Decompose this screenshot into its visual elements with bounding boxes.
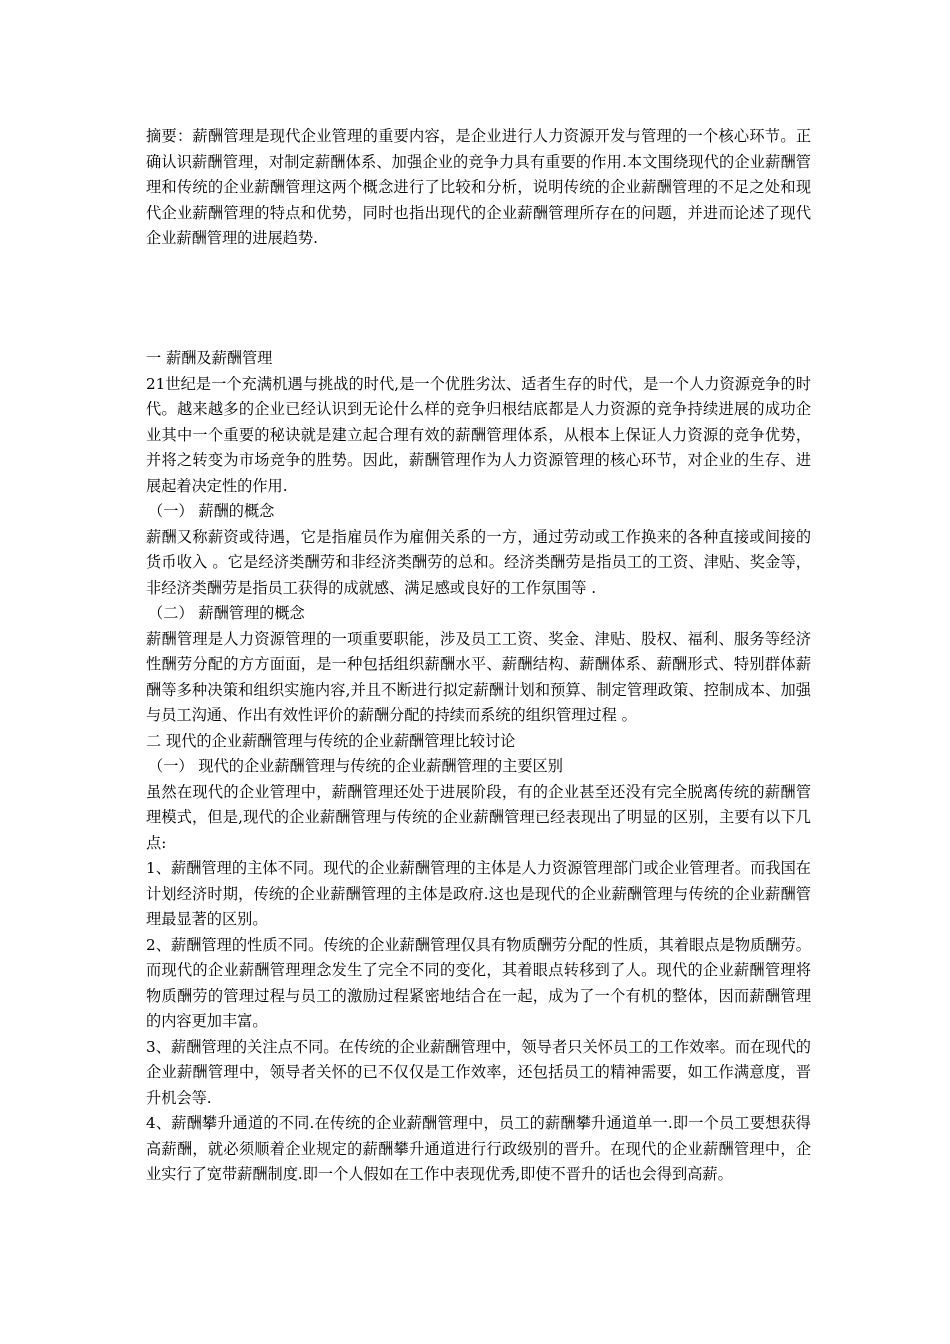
subsection-heading-3: （一） 现代的企业薪酬管理与传统的企业薪酬管理的主要区别 xyxy=(148,757,563,775)
subsection-2-paragraph: 薪酬管理是人力资源管理的一项重要职能，涉及员工工资、奖金、津贴、股权、福利、服务等经济性酬劳分配的方方面面，是一种包括组织薪酬水平、薪酬结构、薪酬体系、薪酬形式、特别群体薪酬等多种决策和组织实施内容,并且不断进行拟定薪酬计划和预算、制定管理政策、控制成本、加强与员工沟通、作出有效性评价的薪酬分配的持续而系统的组织管理过程 。 xyxy=(146,629,811,724)
subsection-heading-1: （一） 薪酬的概念 xyxy=(148,502,275,520)
section-1-intro-paragraph: 21世纪是一个充满机遇与挑战的时代,是一个优胜劣汰、适者生存的时代，是一个人力资源竞争的时代。越来越多的企业已经认识到无论什么样的竞争归根结底都是人力资源的竞争持续进展的成功企业其中一个重要的秘诀就是建立起合理有效的薪酬管理体系，从根本上保证人力资源的竞争优势，并将之转变为市场竞争的胜势。因此，薪酬管理作为人力资源管理的核心环节，对企业的生存、进展起着决定性的作用. xyxy=(146,374,811,495)
point-3-paragraph: 3、薪酬管理的关注点不同。在传统的企业薪酬管理中，领导者只关怀员工的工作效率。而在现代的企业薪酬管理中，领导者关怀的已不仅仅是工作效率，还包括员工的精神需要，如工作满意度，晋升机会等. xyxy=(146,1037,811,1107)
body-block xyxy=(146,346,811,1188)
subsection-1-paragraph: 薪酬又称薪资或待遇，它是指雇员作为雇佣关系的一方，通过劳动或工作换来的各种直接或间接的货币收入 。它是经济类酬劳和非经济类酬劳的总和。经济类酬劳是指员工的工资、津贴、奖金等，非经济类酬劳是指员工获得的成就感、满足感或良好的工作氛围等 . xyxy=(146,527,811,597)
subsection-3-intro-paragraph: 虽然在现代的企业管理中，薪酬管理还处于进展阶段，有的企业甚至还没有完全脱离传统的薪酬管理模式，但是,现代的企业薪酬管理与传统的企业薪酬管理已经表现出了明显的区别，主要有以下几点: xyxy=(146,782,811,852)
abstract-block xyxy=(146,124,811,252)
section-heading-2: 二 现代的企业薪酬管理与传统的企业薪酬管理比较讨论 xyxy=(146,731,516,750)
point-1-paragraph: 1、薪酬管理的主体不同。现代的企业薪酬管理的主体是人力资源管理部门或企业管理者。而我国在计划经济时期，传统的企业薪酬管理的主体是政府.这也是现代的企业薪酬管理与传统的企业薪酬管理最显著的区别。 xyxy=(146,859,811,928)
point-4-paragraph: 4、薪酬攀升通道的不同.在传统的企业薪酬管理中，员工的薪酬攀升通道单一.即一个员工要想获得高薪酬，就必须顺着企业规定的薪酬攀升通道进行行政级别的晋升。在现代的企业薪酬管理中，企业实行了宽带薪酬制度.即一个人假如在工作中表现优秀,即使不晋升的话也会得到高薪。 xyxy=(146,1114,811,1183)
abstract-paragraph: 摘要：薪酬管理是现代企业管理的重要内容，是企业进行人力资源开发与管理的一个核心环节。正确认识薪酬管理，对制定薪酬体系、加强企业的竞争力具有重要的作用.本文围绕现代的企业薪酬管理和传统的企业薪酬管理这两个概念进行了比较和分析，说明传统的企业薪酬管理的不足之处和现代企业薪酬管理的特点和优势，同时也指出现代的企业薪酬管理所存在的问题，并进而论述了现代企业薪酬管理的进展趋势. xyxy=(146,127,811,247)
point-2-paragraph: 2、薪酬管理的性质不同。传统的企业薪酬管理仅具有物质酬劳分配的性质，其着眼点是物质酬劳。而现代的企业薪酬管理理念发生了完全不同的变化，其着眼点转移到了人。现代的企业薪酬管理将物质酬劳的管理过程与员工的激励过程紧密地结合在一起，成为了一个有机的整体，因而薪酬管理的内容更加丰富。 xyxy=(146,935,811,1030)
section-heading-1: 一 薪酬及薪酬管理 xyxy=(146,349,273,367)
subsection-heading-2: （二） 薪酬管理的概念 xyxy=(148,604,305,622)
